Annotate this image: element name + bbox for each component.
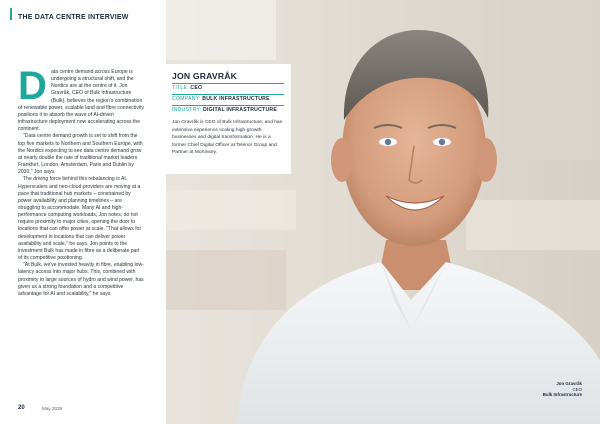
profile-card — [165, 64, 291, 174]
article-body — [18, 64, 145, 298]
photo-caption — [543, 381, 582, 398]
industry-label: INDUSTRY: — [172, 107, 202, 113]
article-paragraph: "At Bulk, we've invested heavily in fibre, enabling low-latency access into major hubs. This, combined with proximity to large sources of hydro and wind power, has given us a strong foundation and a competitive advantage for AI and scalability," he says. — [18, 262, 144, 297]
article-column — [0, 0, 166, 424]
article-paragraph: ata centre demand across Europe is undergoing a structural shift, and the Nordics are at the centre of it. Jon Gravråk, CEO of Bulk Infrastructure (Bulk), believes the region's combination of renewable power, scalable land and fibre connectivity positions it to absorb the wave of AI-driven infrastructure deployment now accelerating across the continent. — [18, 69, 145, 133]
section-title: THE DATA CENTRE INTERVIEW — [18, 14, 129, 21]
industry-value: DIGITAL INFRASTRUCTURE — [203, 107, 277, 113]
profile-bio: Jon Gravråk is CEO of Bulk Infrastructure, and has extensive experience scaling high-growth businesses and digital transformation. He is a former Chief Digital Officer at Telenor Group and Partner at McKinsey. — [172, 120, 283, 156]
divider — [172, 105, 284, 106]
caption-name: Jon Gravråk — [556, 381, 582, 386]
dropcap: D — [18, 64, 47, 108]
title-value: CEO — [190, 85, 203, 91]
page-number: 20 — [18, 405, 25, 411]
profile-company-row — [172, 96, 270, 102]
section-accent-bar — [10, 8, 12, 20]
company-label: COMPANY: — [172, 96, 201, 102]
divider — [172, 94, 284, 95]
article-paragraph: "Data centre demand growth is set to shift from the top five markets to Northern and Southern Europe, with the Nordics expecting to see data centre demand grow at nearly double the rate of traditional market leaders Frankfurt, London, Amsterdam, Paris and Dublin by 2030," Jon says. — [18, 133, 143, 176]
company-value: BULK INFRASTRUCTURE — [202, 96, 270, 102]
issue-date: May 2026 — [42, 406, 63, 411]
article-paragraph: The driving force behind this rebalancing is AI. Hyperscalers and neo-cloud providers are moving at a pace that traditional hub markets – constrained by power availability and planning timelines – are struggling to accommodate. Many AI and high-performance computing workloads, Jon notes, do not require proximity to major cities, opening the door to locations that can offer power at scale. "That allows for development in locations that can deliver power availability and scale," he says. Jon points to the investment Bulk has made in fibre as a deliberate part of its competitive positioning. — [18, 176, 142, 262]
profile-name: JON GRAVRÅK — [172, 71, 238, 81]
title-label: TITLE: — [172, 85, 189, 91]
divider — [172, 83, 284, 84]
profile-title-row — [172, 85, 202, 91]
caption-company: Bulk Infrastructure — [542, 392, 582, 398]
profile-industry-row — [172, 107, 277, 113]
caption-title: CEO — [572, 386, 582, 392]
